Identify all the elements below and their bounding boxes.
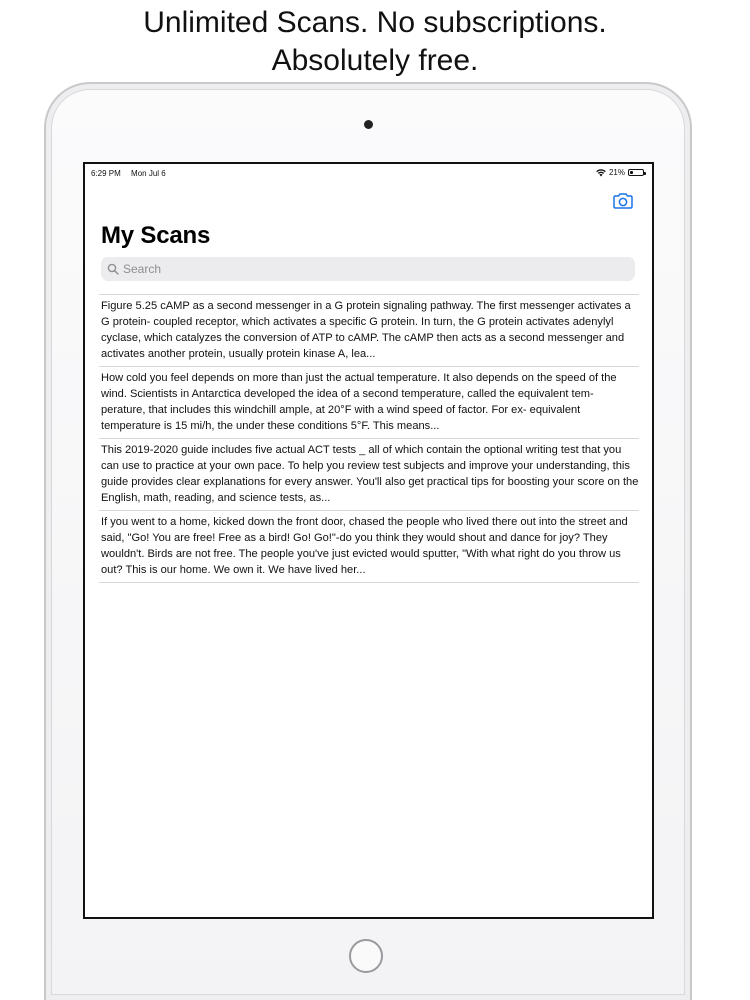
promo-headline bbox=[0, 4, 750, 80]
status-time: 6:29 PM bbox=[91, 169, 121, 178]
search-bar[interactable] bbox=[101, 257, 635, 281]
search-icon bbox=[107, 263, 119, 275]
status-bar bbox=[85, 164, 652, 184]
status-date: Mon Jul 6 bbox=[131, 169, 166, 178]
battery-icon bbox=[628, 169, 644, 176]
search-input[interactable] bbox=[123, 262, 603, 276]
scan-list-item[interactable]: If you went to a home, kicked down the front door, chased the people who lived there out into the street and said, "Go! You are free! Free as a bird! Go! Go!"-do you think they would shout and dance for joy? They wouldn't. Birds are not free. The people you've just evicted would sputter, "With what right do you throw us out? This is our home. We own it. We have lived her... bbox=[99, 510, 639, 582]
battery-level-fill bbox=[630, 171, 633, 174]
scan-list bbox=[99, 294, 639, 584]
front-camera-dot bbox=[364, 120, 373, 129]
list-divider bbox=[99, 582, 639, 584]
scan-list-item[interactable]: How cold you feel depends on more than just the actual temperature. It also depends on the speed of the wind. Scientists in Antarctica developed the idea of a second temperature, called the equivalent tem- perature, that includes this windchill ample, at 20°F with a wind speed of factor. For ex- equivalent temperature is 15 mi/h, the under these conditions 5°F. This means... bbox=[99, 366, 639, 438]
battery-percent: 21% bbox=[608, 168, 625, 177]
scan-list-item[interactable]: Figure 5.25 cAMP as a second messenger in a G protein signaling pathway. The first messenger activates a G protein- coupled receptor, which activates a specific G protein. In turn, the G protein activates adenylyl cyclase, which catalyzes the conversion of ATP to cAMP. The cAMP then acts as a second messenger and activates another protein, usually protein kinase A, lea... bbox=[99, 294, 639, 366]
scan-list-item[interactable]: This 2019-2020 guide includes five actual ACT tests _ all of which contain the optional writing test that you can use to practice at your own pace. To help you review test subjects and improve your understanding, this guide provides clear explanations for every answer. You'll also get practical tips for boosting your score on the English, math, reading, and science tests, as... bbox=[99, 438, 639, 510]
page-title: My Scans bbox=[101, 222, 211, 249]
promo-headline-line-2: Absolutely free. bbox=[271, 44, 479, 77]
home-button[interactable] bbox=[349, 939, 383, 973]
camera-icon[interactable] bbox=[612, 192, 634, 210]
wifi-icon bbox=[596, 169, 606, 177]
promo-headline-line-1: Unlimited Scans. No subscriptions. bbox=[143, 6, 607, 39]
app-screen bbox=[83, 162, 654, 919]
